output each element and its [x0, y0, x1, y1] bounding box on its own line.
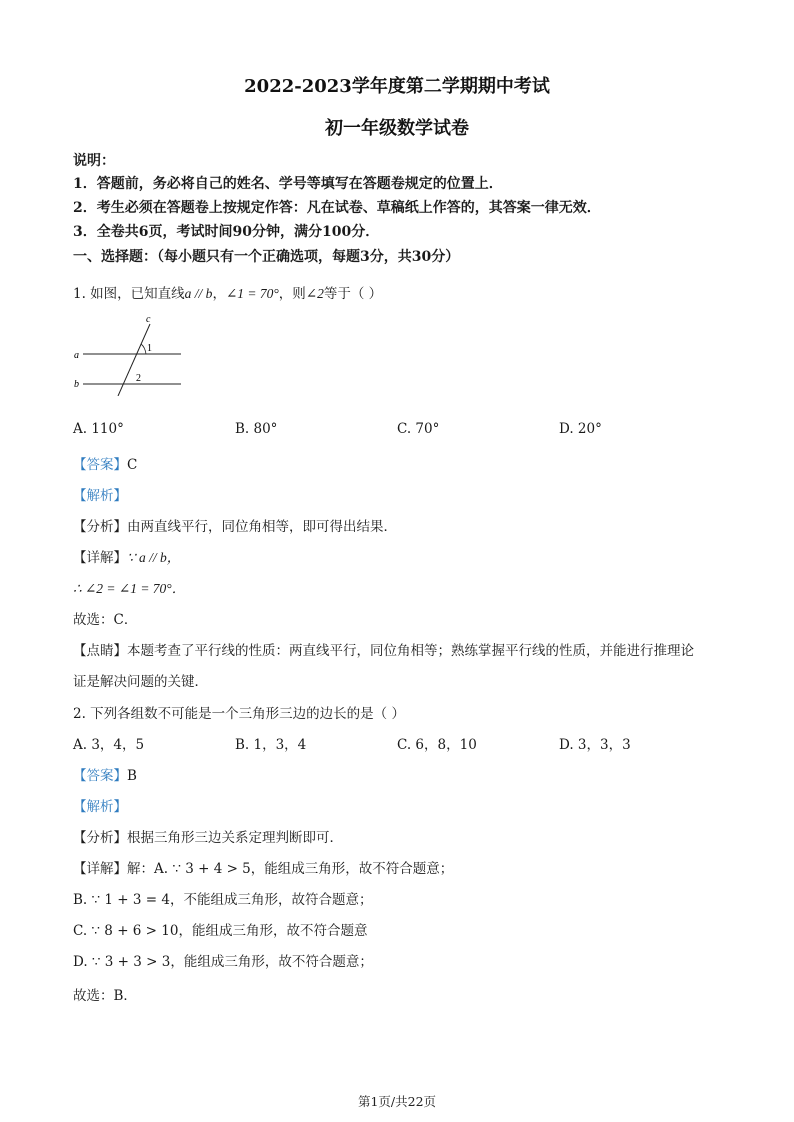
q1-stem-sep2: ，则: [278, 286, 306, 302]
line-c: [118, 324, 150, 396]
q1-fenxi-text: 由两直线平行，同位角相等，即可得出结果．: [127, 519, 397, 535]
q2-analysis-tag: 【解析】: [73, 799, 127, 815]
q1-option-c: C. 70°: [397, 421, 440, 437]
q1-comment-tag: 【点睛】: [73, 643, 127, 659]
instruction-item-2: 2．考生必须在答题卷上按规定作答：凡在试卷、草稿纸上作答的，其答案一律无效．: [73, 200, 601, 216]
q1-detail-line1: ∵ a // b，: [127, 550, 181, 565]
q1-option-d: D. 20°: [559, 421, 602, 437]
q1-choice: 故选：C．: [73, 612, 138, 628]
q1-analysis-tag: 【解析】: [73, 488, 127, 504]
instructions-heading: 说明：: [73, 153, 115, 169]
angle-1-arc: [141, 344, 146, 354]
q1-answer: [73, 453, 137, 473]
q2-stem: 2. 下列各组数不可能是一个三角形三边的边长的是（ ）: [73, 706, 405, 722]
q2-answer-tag: 【答案】: [73, 768, 127, 784]
label-c: c: [146, 314, 151, 325]
q1-stem-math-angle2: ∠2: [305, 286, 324, 301]
q1-stem-sep: ，: [212, 286, 226, 302]
label-angle-2: 2: [136, 373, 141, 384]
q1-answer-value: C: [127, 457, 138, 473]
q2-option-d: D. 3，3，3: [559, 737, 631, 753]
label-b: b: [74, 379, 79, 390]
q2-answer: [73, 764, 137, 784]
instruction-item-3: 3．全卷共6页，考试时间90分钟，满分100分．: [73, 224, 380, 240]
q1-fenxi-tag: 【分析】: [73, 519, 127, 535]
q2-detail-line4: D. ∵ 3 + 3 > 3，能组成三角形，故不符合题意；: [73, 954, 373, 970]
label-a: a: [74, 350, 79, 361]
q2-choice: 故选：B．: [73, 988, 137, 1004]
q1-detail: [73, 546, 180, 566]
q2-fenxi: [73, 826, 343, 846]
q1-stem-math-angle1: ∠1 = 70°: [225, 286, 279, 301]
q2-answer-value: B: [127, 768, 137, 784]
q1-fenxi: [73, 515, 397, 535]
q1-detail-tag: 【详解】: [73, 550, 127, 566]
q2-detail-tag: 【详解】: [73, 861, 127, 877]
q2-option-c: C. 6，8，10: [397, 737, 477, 753]
q1-figure: [68, 314, 188, 396]
q2-option-b: B. 1，3，4: [235, 737, 307, 753]
q1-stem-end: 等于（ ）: [323, 286, 383, 302]
exam-subtitle: 初一年级数学试卷: [325, 118, 469, 139]
q1-option-b: B. 80°: [235, 421, 278, 437]
label-angle-1: 1: [147, 343, 152, 354]
q2-detail-line3: C. ∵ 8 + 6 > 10，能组成三角形，故不符合题意: [73, 923, 368, 939]
q1-stem-math-parallel: a // b: [184, 286, 213, 301]
q2-fenxi-tag: 【分析】: [73, 830, 127, 846]
q1-option-a: A. 110°: [73, 421, 124, 437]
q1-comment-line1: 本题考查了平行线的性质：两直线平行，同位角相等；熟练掌握平行线的性质，并能进行推理论: [127, 643, 694, 659]
q1-comment: [73, 639, 694, 659]
q2-fenxi-text: 根据三角形三边关系定理判断即可．: [127, 830, 343, 846]
q2-detail-line2: B. ∵ 1 + 3 = 4，不能组成三角形，故符合题意；: [73, 892, 373, 908]
q1-stem-text: 1. 如图，已知直线: [73, 286, 185, 302]
page-number: 第1页/共22页: [357, 1094, 437, 1109]
q1-detail-line2: ∴ ∠2 = ∠1 = 70°．: [73, 581, 186, 596]
q2-detail: [73, 857, 453, 877]
q2-option-a: A. 3，4，5: [73, 737, 145, 753]
q2-detail-line1: 解：A. ∵ 3 + 4 > 5，能组成三角形，故不符合题意；: [127, 861, 454, 877]
q1-comment-line2: 证是解决问题的关键．: [73, 674, 208, 690]
section-title: 一、选择题：（每小题只有一个正确选项，每题3分，共30分）: [73, 249, 460, 265]
exam-title: 2022-2023学年度第二学期期中考试: [244, 76, 550, 97]
q1-answer-tag: 【答案】: [73, 457, 127, 473]
instruction-item-1: 1．答题前，务必将自己的姓名、学号等填写在答题卷规定的位置上．: [73, 176, 503, 192]
q1-stem: [73, 282, 382, 302]
